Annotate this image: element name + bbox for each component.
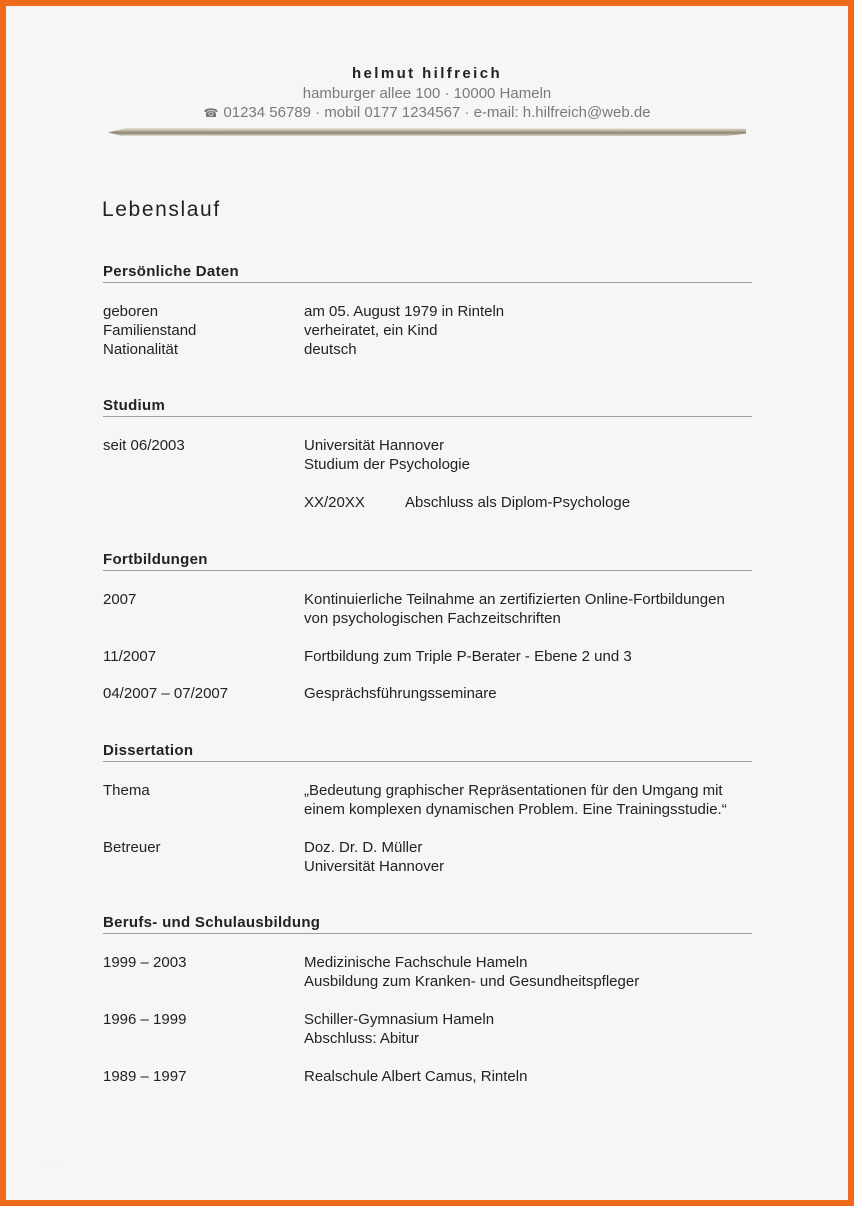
entry-text [304,684,752,703]
entry-line: Fortbildung zum Triple P-Berater - Ebene 2 und 3 [304,648,632,665]
section-education [103,913,752,1093]
section-further-training [103,550,752,710]
section-heading: Persönliche Daten [103,262,752,283]
applicant-contact [0,103,854,122]
section-personal-data [103,262,752,362]
entry-date: 1999 – 2003 [103,954,187,971]
entry-date: 04/2007 – 07/2007 [103,685,229,702]
section-studies [103,396,752,516]
contact-text: 01234 56789 · mobil 0177 1234567 · e-mail: h.hilfreich@web.de [223,104,651,121]
entry-line: Studium der Psychologie [304,456,470,473]
document-title: Lebenslauf [102,198,221,221]
entry-date: 1996 – 1999 [103,1011,187,1028]
entry-text [304,1010,752,1048]
decorative-rule [108,128,746,136]
section-dissertation [103,741,752,881]
entry-line: Abschluss: Abitur [304,1030,420,1047]
entry-date: 1989 – 1997 [103,1068,187,1085]
entry-line: Universität Hannover [304,437,445,454]
entry-date: 11/2007 [103,648,157,665]
row-value: verheiratet, ein Kind [304,322,438,339]
entry-text [304,1067,752,1086]
section-heading: Fortbildungen [103,550,752,571]
entry-line: Kontinuierliche Teilnahme an zertifizierten Online-Fortbildungen [304,591,725,608]
watermark: ··· ··· [40,1156,59,1165]
degree-text: Abschluss als Diplom-Psychologe [405,494,631,511]
entry-line: Ausbildung zum Kranken- und Gesundheitspfleger [304,973,640,990]
entry-line: Schiller-Gymnasium Hameln [304,1011,495,1028]
entry-line: Realschule Albert Camus, Rinteln [304,1068,528,1085]
entry-line: Gesprächsführungsseminare [304,685,497,702]
entry-line: „Bedeutung graphischer Repräsentationen für den Umgang mit [304,782,723,799]
entry-line: von psychologischen Fachzeitschriften [304,610,561,627]
entry-date: seit 06/2003 [103,437,185,454]
entry-text [304,953,752,991]
entry-label: Thema [103,782,150,799]
entry-line: Doz. Dr. D. Müller [304,839,423,856]
letterhead [0,64,854,122]
row-label: geboren [103,303,159,320]
applicant-address: hamburger allee 100 · 10000 Hameln [302,85,552,102]
entry-line: Medizinische Fachschule Hameln [304,954,528,971]
entry-text [304,590,752,628]
entry-text [304,781,752,819]
entry-date: 2007 [103,591,137,608]
row-label: Familienstand [103,322,197,339]
telephone-icon: ☎ [203,106,219,120]
entry-line: einem komplexen dynamischen Problem. Eine Trainingsstudie.“ [304,801,727,818]
entry-line: Universität Hannover [304,858,445,875]
applicant-name: helmut hilfreich [351,65,503,82]
entry-text [304,838,752,876]
section-heading: Berufs- und Schulausbildung [103,913,752,934]
entry-label: Betreuer [103,839,161,856]
degree-date: XX/20XX [304,494,365,511]
row-value: am 05. August 1979 in Rinteln [304,303,505,320]
entry-text [304,647,752,666]
row-label: Nationalität [103,341,179,358]
section-heading: Dissertation [103,741,752,762]
row-value: deutsch [304,341,357,358]
section-heading: Studium [103,396,752,417]
entry-text [304,436,752,474]
